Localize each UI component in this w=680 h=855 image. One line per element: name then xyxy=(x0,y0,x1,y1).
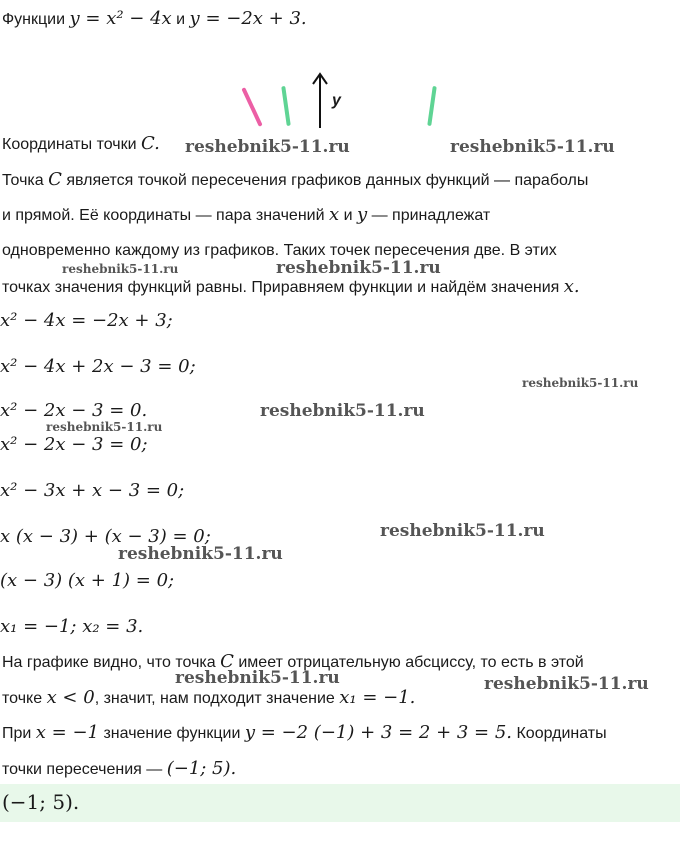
c2a: точке xyxy=(2,690,43,707)
paragraph-line-1 xyxy=(2,170,588,191)
p4-x: x. xyxy=(563,276,580,297)
paragraph-line-3: одновременно каждому из графиков. Таких точек пересечения две. В этих xyxy=(2,242,557,259)
parabola-stroke-pink xyxy=(241,87,262,127)
y-axis-arrow-icon xyxy=(310,70,330,130)
coord-text: Координаты точки xyxy=(2,136,137,153)
equation-4: x² − 2x − 3 = 0; xyxy=(0,434,148,455)
p2-y: y xyxy=(356,204,368,225)
c3b: значение функции xyxy=(103,725,241,742)
equation-1: x² − 4x = −2x + 3; xyxy=(0,310,173,331)
graph-fragment xyxy=(230,70,450,130)
function-1: y = x² − 4x xyxy=(69,8,172,29)
coord-line xyxy=(2,134,160,155)
point-name: C. xyxy=(141,133,160,154)
p1b: является точкой пересечения графиков данных функций — параболы xyxy=(66,172,589,189)
header-and: и xyxy=(176,11,186,28)
equation-8: x₁ = −1; x₂ = 3. xyxy=(0,616,144,637)
header-label: Функции xyxy=(2,11,66,28)
p2b: и xyxy=(343,207,353,224)
answer-box xyxy=(0,784,680,822)
watermark: reshebnik5-11.ru xyxy=(46,420,163,434)
equation-3: x² − 2x − 3 = 0. xyxy=(0,400,148,421)
p4a: точках значения функций равны. Приравняем функции и найдём значения xyxy=(2,279,560,296)
p2c: — принадлежат xyxy=(371,207,491,224)
function-2: y = −2x + 3. xyxy=(189,8,307,29)
watermark: reshebnik5-11.ru xyxy=(185,137,350,157)
c2b: , значит, нам подходит значение xyxy=(94,690,335,707)
c4a: точки пересечения — xyxy=(2,761,163,778)
p2a: и прямой. Её координаты — пара значений xyxy=(2,207,325,224)
c4-math: (−1; 5). xyxy=(166,758,237,779)
watermark: reshebnik5-11.ru xyxy=(276,258,441,278)
watermark: reshebnik5-11.ru xyxy=(484,674,649,694)
line-stroke-green-right xyxy=(427,86,437,126)
p1-point: C xyxy=(48,169,62,190)
equation-2: x² − 4x + 2x − 3 = 0; xyxy=(0,356,196,377)
c2-math: x < 0 xyxy=(46,687,95,708)
paragraph-line-4 xyxy=(2,277,580,298)
c2-math2: x₁ = −1. xyxy=(339,687,416,708)
p1a: Точка xyxy=(2,172,44,189)
watermark: reshebnik5-11.ru xyxy=(62,262,179,276)
equation-6: x (x − 3) + (x − 3) = 0; xyxy=(0,526,211,547)
watermark: reshebnik5-11.ru xyxy=(260,401,425,421)
conclusion-line-3 xyxy=(2,723,607,744)
c1b: имеет отрицательную абсциссу, то есть в этой xyxy=(238,654,584,671)
equation-5: x² − 3x + x − 3 = 0; xyxy=(0,480,185,501)
c1a: На графике видно, что точка xyxy=(2,654,216,671)
c1-point: C xyxy=(220,651,234,672)
c3-math: x = −1 xyxy=(35,722,100,743)
c3c: Координаты xyxy=(516,725,607,742)
conclusion-line-4 xyxy=(2,759,236,780)
watermark: reshebnik5-11.ru xyxy=(450,137,615,157)
watermark: reshebnik5-11.ru xyxy=(118,544,283,564)
c3a: При xyxy=(2,725,32,742)
watermark: reshebnik5-11.ru xyxy=(175,668,340,688)
y-axis-label: y xyxy=(332,92,341,109)
p2-x: x xyxy=(328,204,340,225)
watermark: reshebnik5-11.ru xyxy=(380,521,545,541)
c3-math2: y = −2 (−1) + 3 = 2 + 3 = 5. xyxy=(244,722,513,743)
parabola-stroke-green-left xyxy=(281,86,291,126)
watermark: reshebnik5-11.ru xyxy=(522,376,639,390)
conclusion-line-2 xyxy=(2,688,415,709)
header-line xyxy=(2,9,307,30)
equation-7: (x − 3) (x + 1) = 0; xyxy=(0,570,175,591)
answer-text: (−1; 5). xyxy=(2,790,80,814)
paragraph-line-2 xyxy=(2,205,490,226)
